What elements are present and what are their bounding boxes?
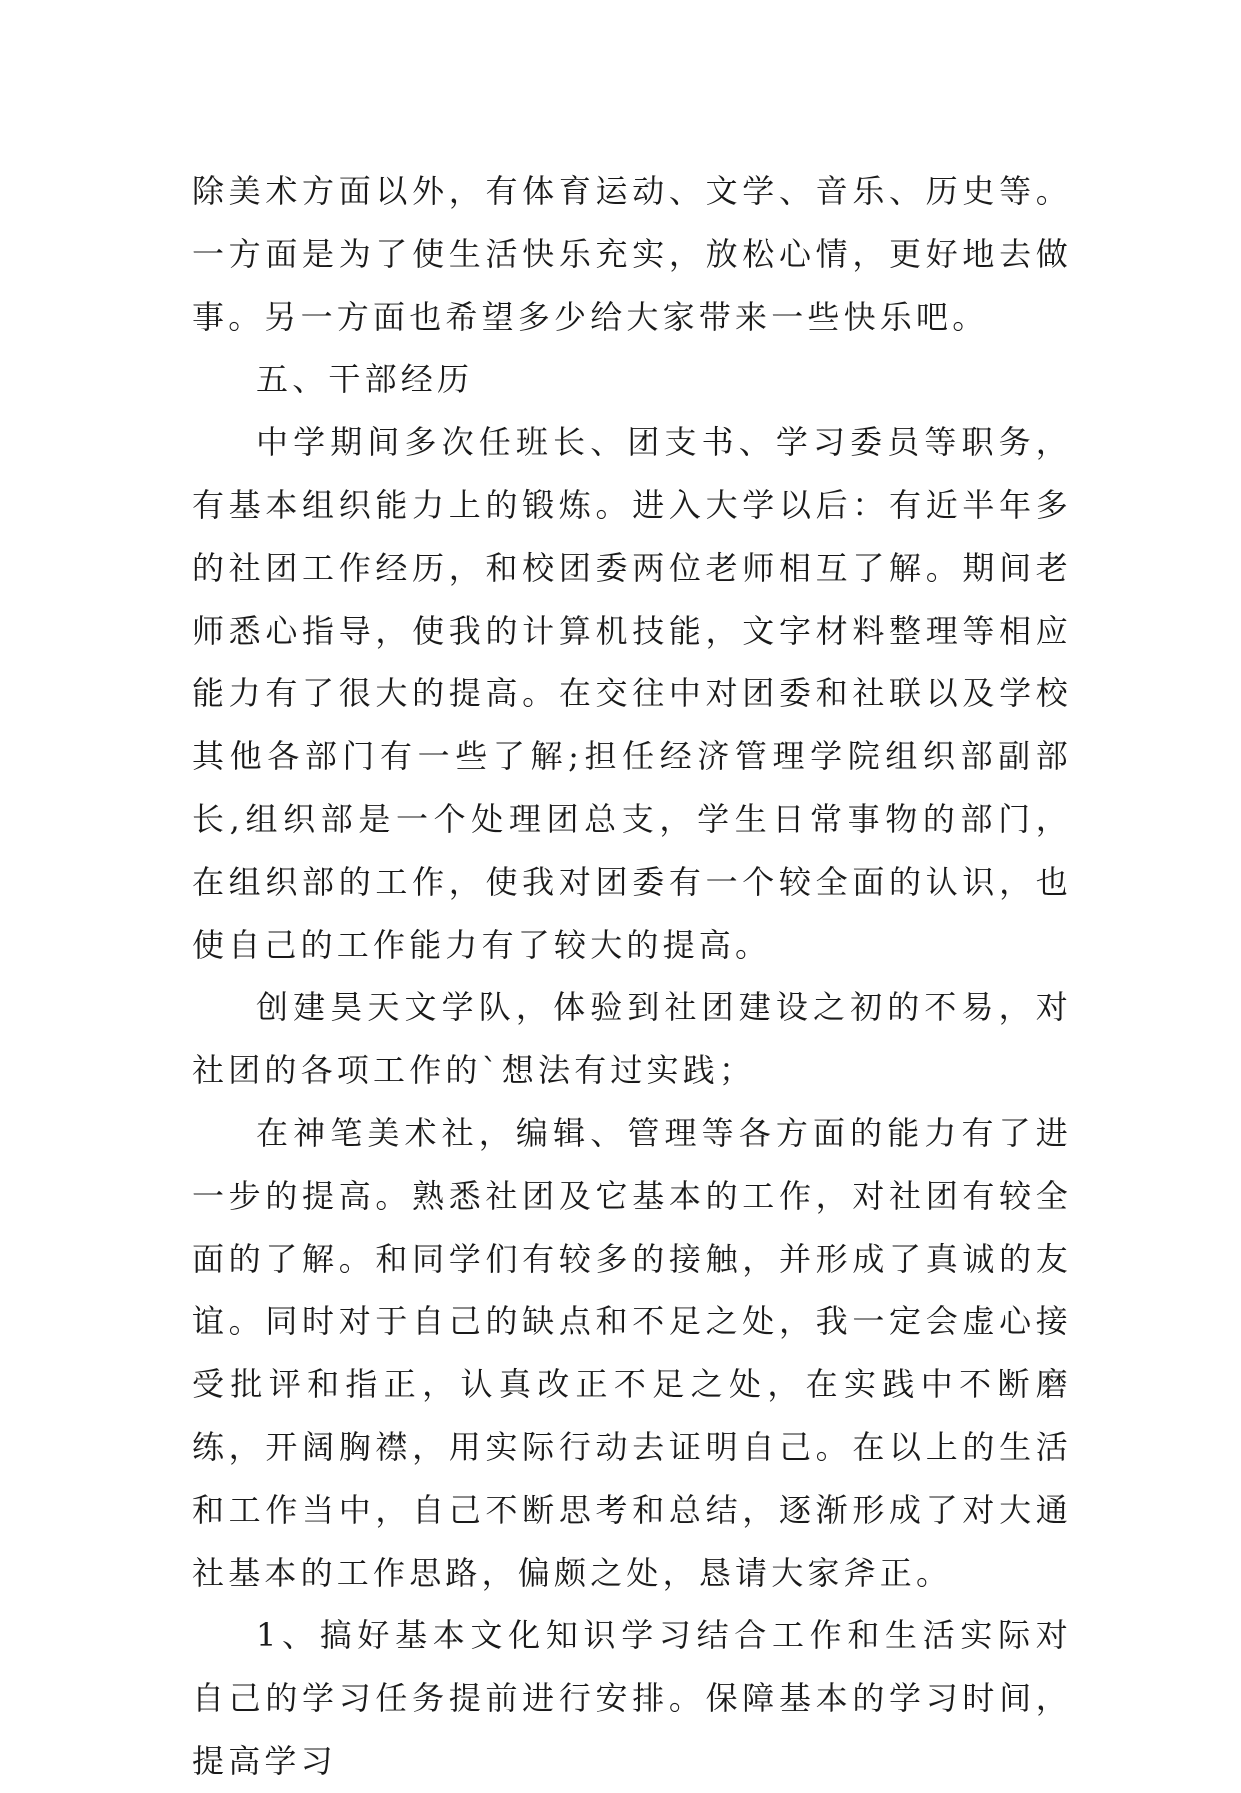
paragraph-cadre-experience: 中学期间多次任班长、团支书、学习委员等职务，有基本组织能力上的锻炼。进入大学以后：有近半年多的社团工作经历，和校团委两位老师相互了解。期间老师悉心指导，使我的计算机技能，文字材料整理等相应能力有了很大的提高。在交往中对团委和社联以及学校其他各部门有一些了解;担任经济管理学院组织部副部长,组织部是一个处理团总支，学生日常事物的部门，在组织部的工作，使我对团委有一个较全面的认识，也使自己的工作能力有了较大的提高。: [192, 423, 1072, 964]
document-body: [192, 160, 1072, 1793]
paragraph-art-society: 在神笔美术社，编辑、管理等各方面的能力有了进一步的提高。熟悉社团及它基本的工作，对社团有较全面的了解。和同学们有较多的接触，并形成了真诚的友谊。同时对于自己的缺点和不足之处，我一定会虚心接受批评和指正，认真改正不足之处，在实践中不断磨练，开阔胸襟，用实际行动去证明自己。在以上的生活和工作当中，自己不断思考和总结，逐渐形成了对大通社基本的工作思路，偏颇之处，恳请大家斧正。: [192, 1113, 1072, 1592]
paragraph-hobbies-continued: 除美术方面以外，有体育运动、文学、音乐、历史等。一方面是为了使生活快乐充实，放松心情，更好地去做事。另一方面也希望多少给大家带来一些快乐吧。: [192, 172, 1072, 336]
paragraph-literature-team: 创建昊天文学队，体验到社团建设之初的不易，对社团的各项工作的`想法有过实践；: [192, 988, 1072, 1090]
paragraph-plan-item-1: 1、搞好基本文化知识学习结合工作和生活实际对自己的学习任务提前进行安排。保障基本的学习时间，提高学习: [192, 1616, 1072, 1780]
section-heading-cadre-experience: 五、干部经历: [256, 360, 474, 399]
